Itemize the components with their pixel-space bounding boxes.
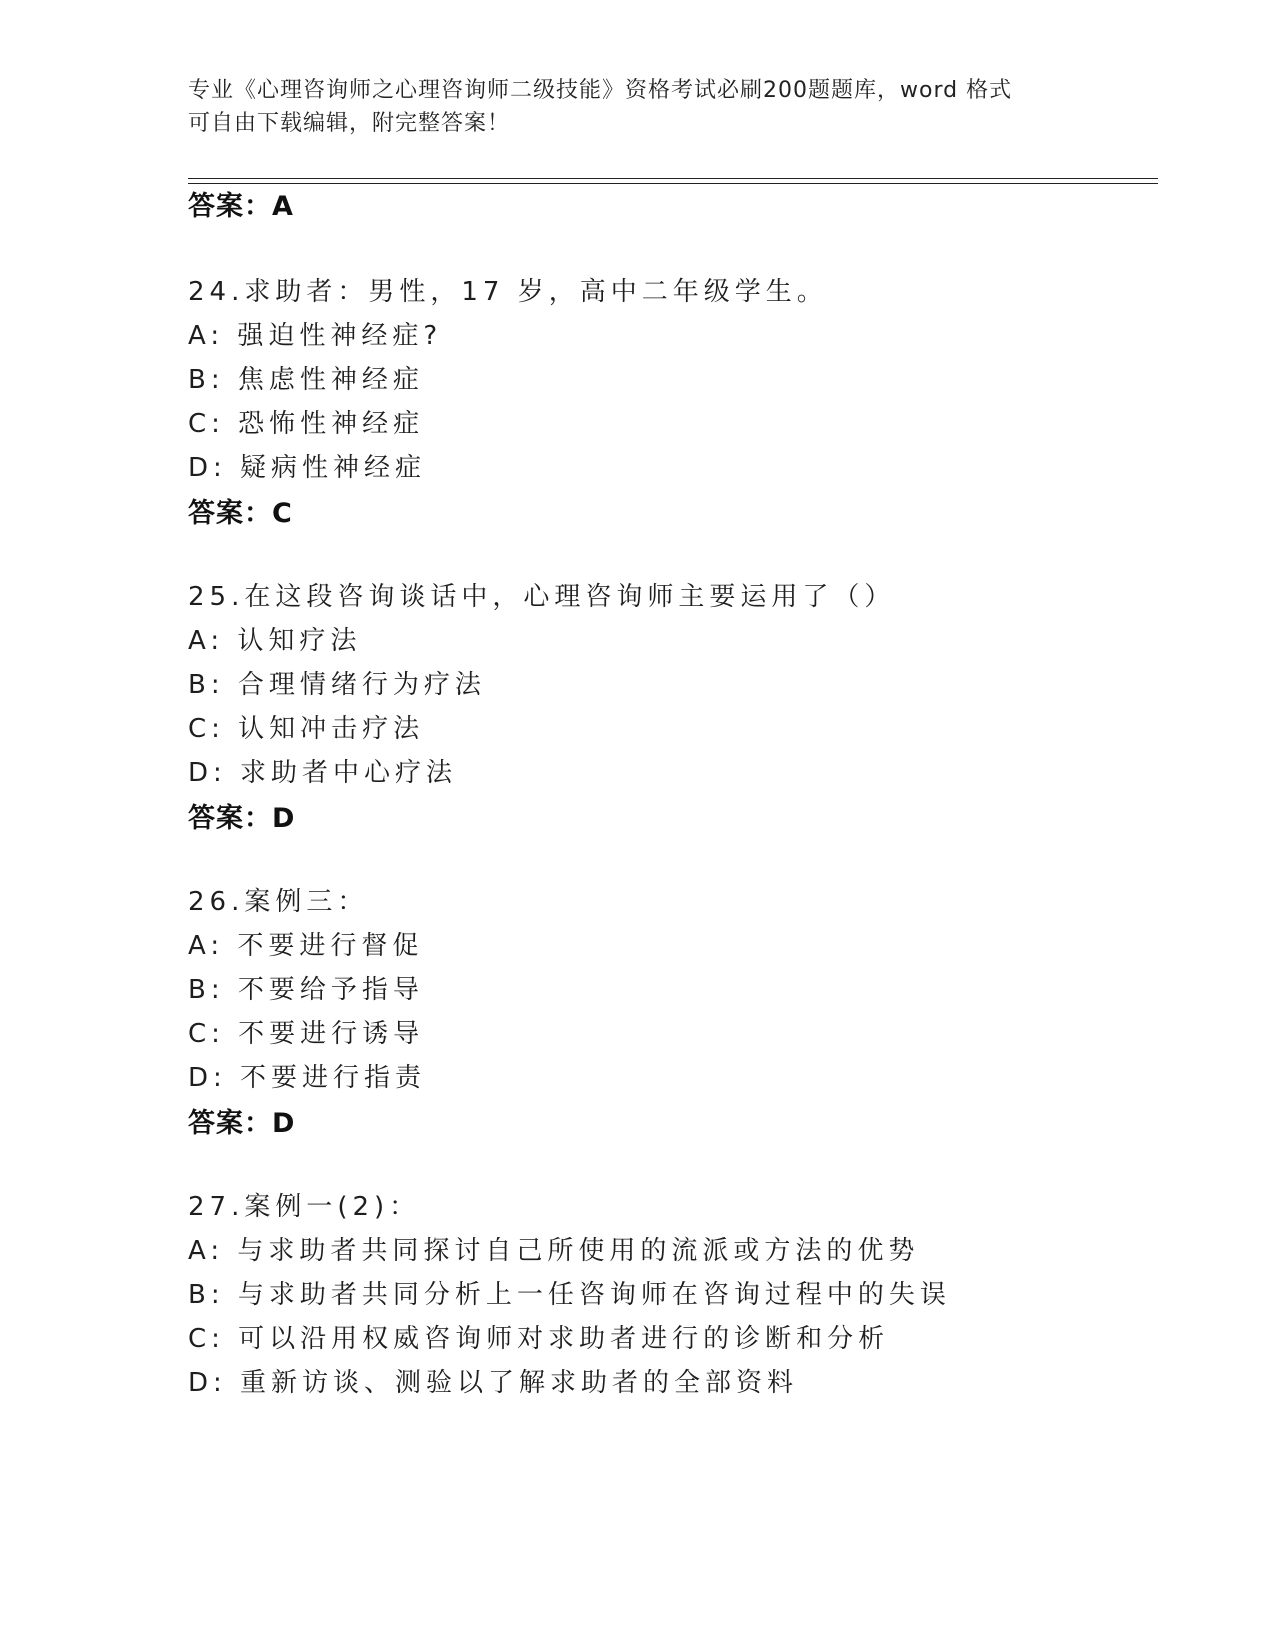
header-rule-bottom xyxy=(188,183,1158,184)
option-b: B: 合理情绪行为疗法 xyxy=(188,670,486,700)
option-d: D: 求助者中心疗法 xyxy=(188,758,458,788)
option-b: B: 焦虑性神经症 xyxy=(188,365,424,395)
option-d: D: 疑病性神经症 xyxy=(188,453,427,483)
option-a: A: 不要进行督促 xyxy=(188,931,424,961)
question-stem: 26.案例三： xyxy=(188,887,369,917)
answer-label: 答案：D xyxy=(188,803,296,834)
option-b: B: 与求助者共同分析上一任咨询师在咨询过程中的失误 xyxy=(188,1280,951,1310)
header-line-2: 可自由下载编辑，附完整答案！ xyxy=(188,111,511,136)
option-c: C: 恐怖性神经症 xyxy=(188,409,425,439)
header-line-1: 专业《心理咨询师之心理咨询师二级技能》资格考试必刷200题题库，word 格式 xyxy=(188,78,1013,103)
option-b: B: 不要给予指导 xyxy=(188,975,424,1005)
question-stem: 25.在这段咨询谈话中，心理咨询师主要运用了（） xyxy=(188,582,896,612)
option-d: D: 不要进行指责 xyxy=(188,1063,427,1093)
option-c: C: 认知冲击疗法 xyxy=(188,714,425,744)
question-stem: 27.案例一(2)： xyxy=(188,1192,421,1222)
document-header xyxy=(188,74,1088,140)
header-rule-top xyxy=(188,178,1158,179)
answer-label: 答案：A xyxy=(188,191,294,222)
question-stem: 24.求助者：男性，17 岁，高中二年级学生。 xyxy=(188,277,828,307)
option-d: D: 重新访谈、测验以了解求助者的全部资料 xyxy=(188,1368,799,1398)
option-c: C: 不要进行诱导 xyxy=(188,1019,425,1049)
option-a: A: 与求助者共同探讨自己所使用的流派或方法的优势 xyxy=(188,1236,920,1266)
option-a: A: 认知疗法 xyxy=(188,626,362,656)
option-a: A: 强迫性神经症? xyxy=(188,321,443,351)
answer-label: 答案：C xyxy=(188,498,293,529)
answer-label: 答案：D xyxy=(188,1108,296,1139)
option-c: C: 可以沿用权威咨询师对求助者进行的诊断和分析 xyxy=(188,1324,890,1354)
